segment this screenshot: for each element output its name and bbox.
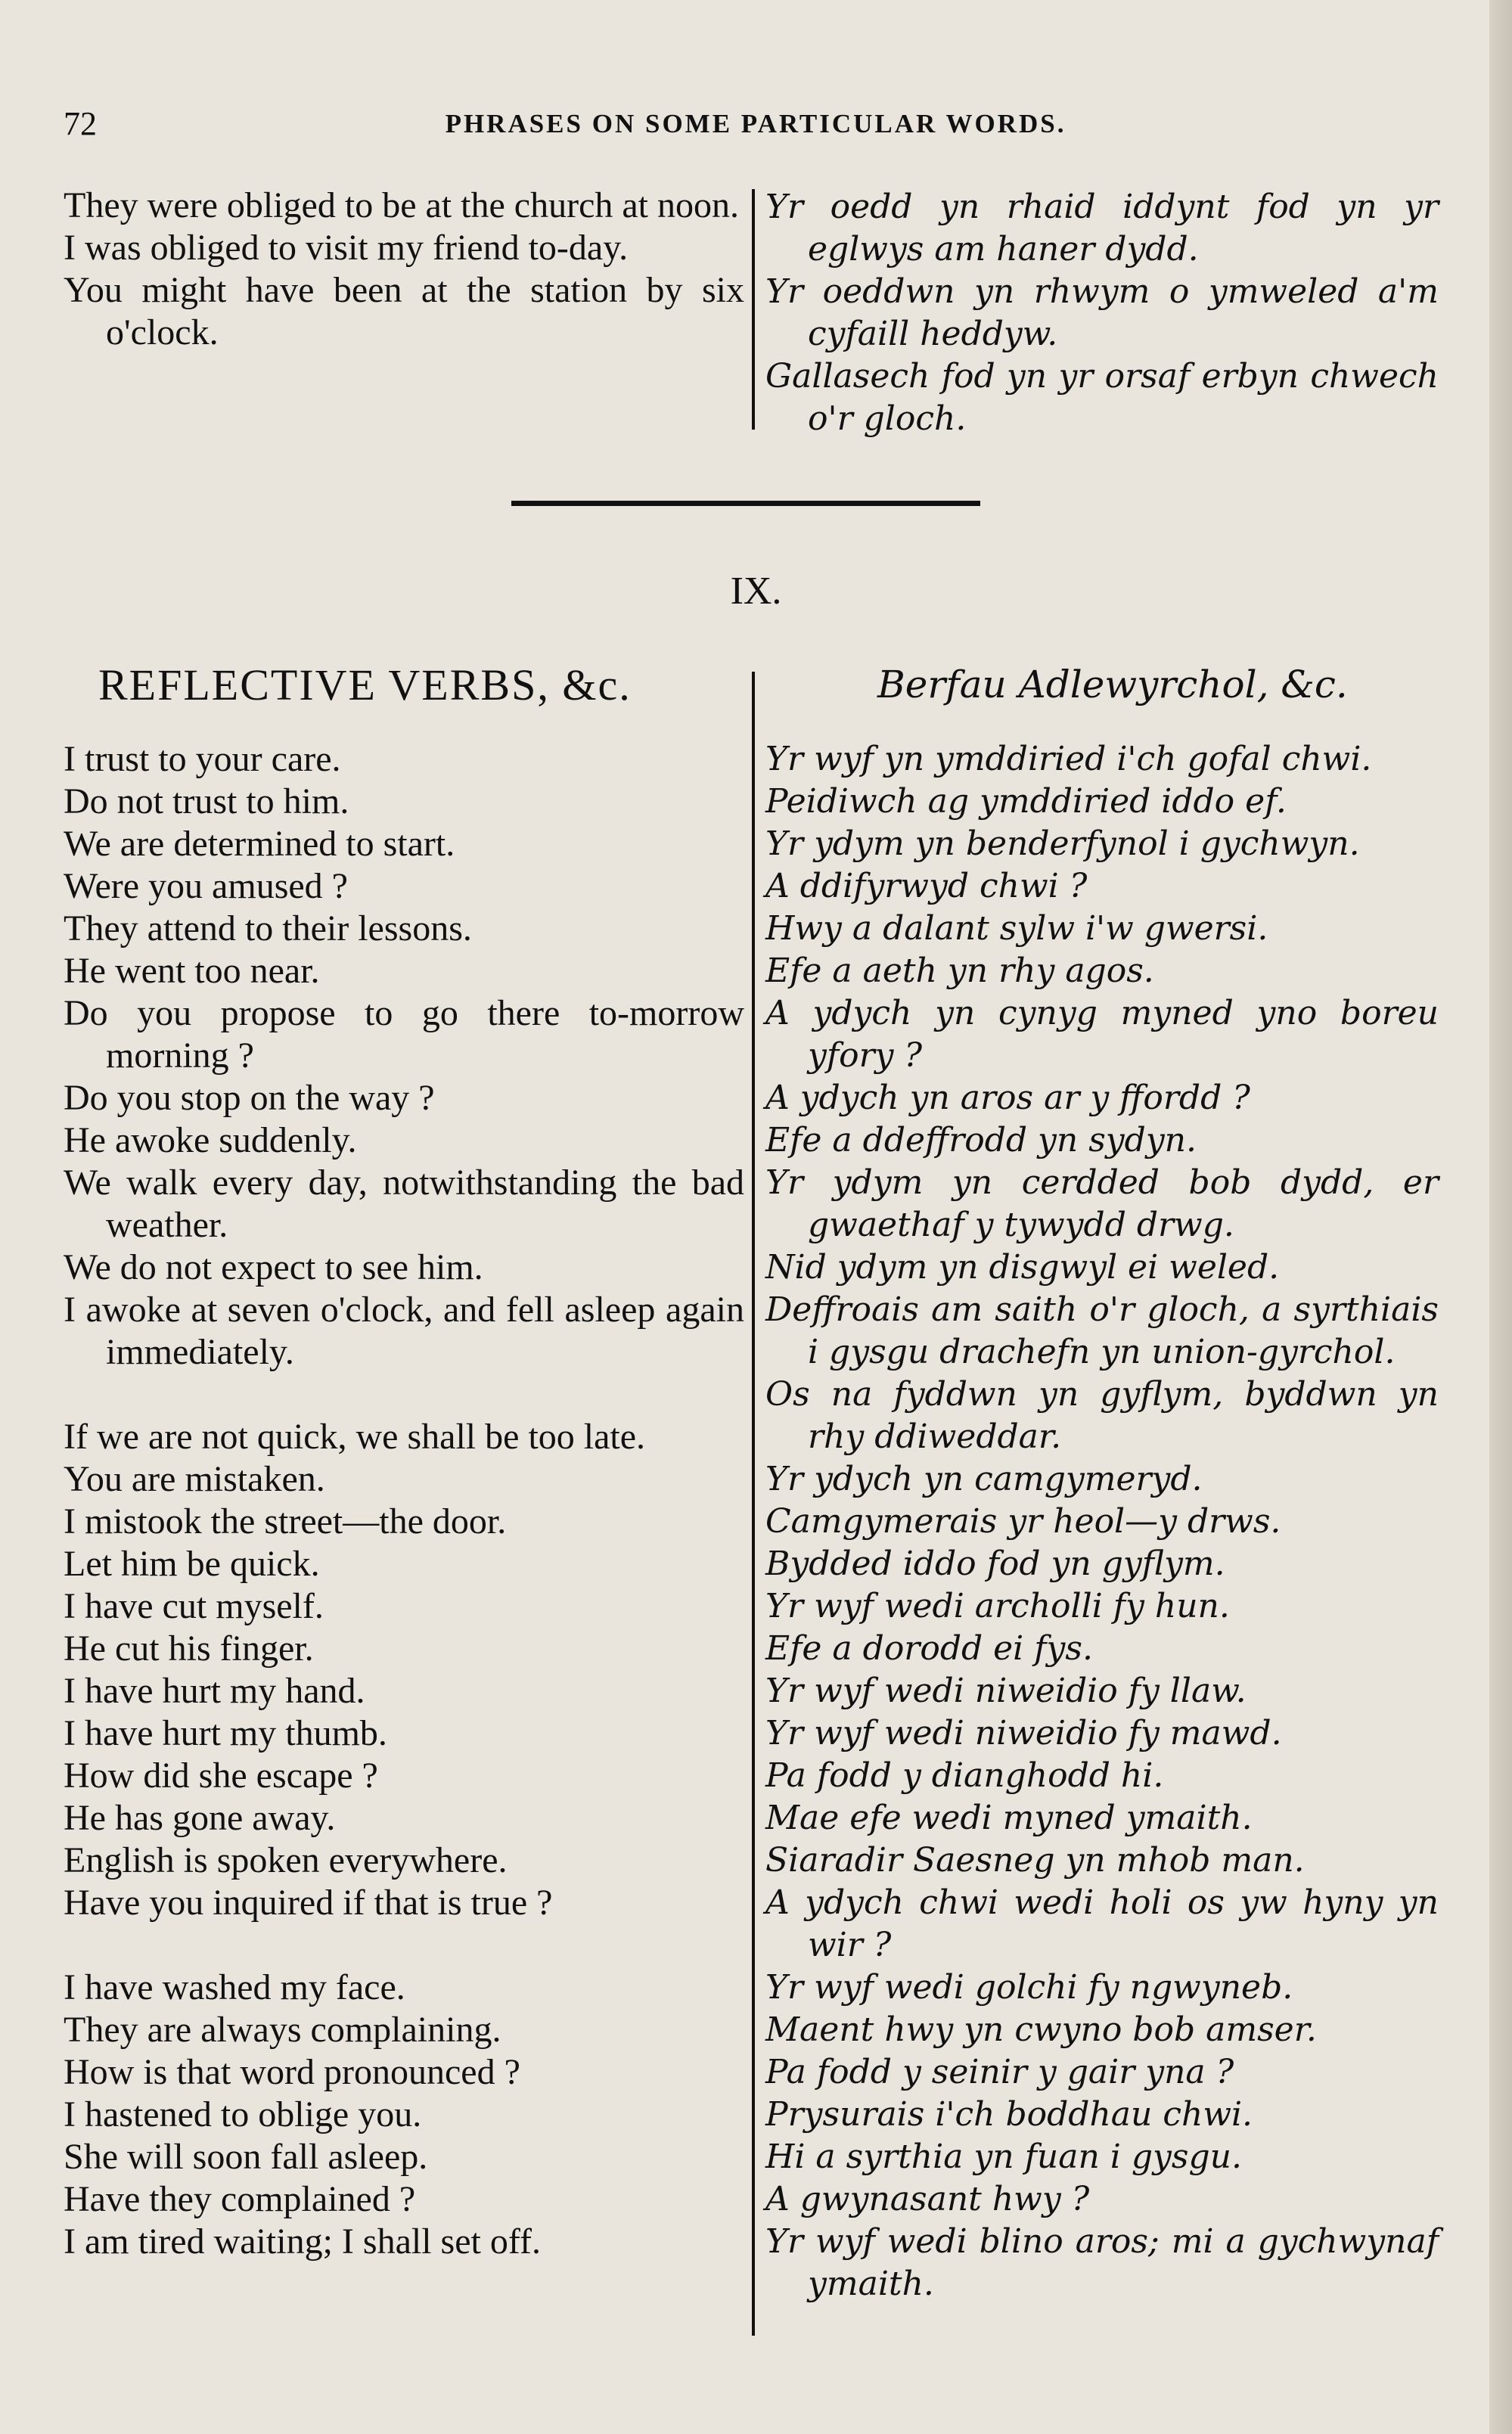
page-number: 72 bbox=[64, 105, 97, 142]
welsh-phrase: Maent hwy yn cwyno bob amser. bbox=[765, 2010, 1317, 2049]
welsh-phrase: Bydded iddo fod yn gyflym. bbox=[765, 1545, 1225, 1583]
welsh-phrase: A ydych chwi wedi holi os yw hyny yn wir ? bbox=[765, 1883, 1439, 1964]
english-phrase: I am tired waiting; I shall set off. bbox=[64, 2221, 541, 2262]
english-phrase: I have hurt my hand. bbox=[64, 1671, 365, 1711]
welsh-phrase: Siaradir Saesneg yn mhob man. bbox=[765, 1841, 1305, 1880]
english-phrase: I was obliged to visit my friend to-day. bbox=[64, 228, 629, 268]
section-number: IX. bbox=[730, 570, 782, 613]
english-phrase: They were obliged to be at the church at noon. bbox=[64, 185, 740, 225]
section-heading-english: REFLECTIVE VERBS, &c. bbox=[98, 660, 632, 709]
english-phrase: He went too near. bbox=[64, 951, 320, 991]
welsh-phrase: Yr oedd yn rhaid iddynt fod yn yr eglwys am haner dydd. bbox=[765, 188, 1439, 269]
column-divider bbox=[752, 672, 755, 2336]
running-title: PHRASES ON SOME PARTICULAR WORDS. bbox=[445, 109, 1066, 138]
welsh-phrase: Efe a dorodd ei fys. bbox=[765, 1629, 1093, 1668]
top-english-column bbox=[64, 185, 744, 354]
english-phrase: He awoke suddenly. bbox=[64, 1120, 357, 1160]
english-phrase: Do not trust to him. bbox=[64, 781, 349, 821]
page-edge-shadow bbox=[1489, 0, 1512, 2434]
english-phrase: I have cut myself. bbox=[64, 1586, 324, 1626]
welsh-phrase: Nid ydym yn disgwyl ei weled. bbox=[765, 1248, 1280, 1287]
english-phrase: They attend to their lessons. bbox=[64, 908, 472, 948]
welsh-phrase: Os na fyddwn yn gyflym, byddwn yn rhy ddiweddar. bbox=[765, 1375, 1439, 1456]
english-phrase: You are mistaken. bbox=[64, 1459, 325, 1499]
section-heading-welsh: Berfau Adlewyrchol, &c. bbox=[877, 663, 1348, 706]
english-phrase: I have washed my face. bbox=[64, 1967, 405, 2007]
welsh-phrase: Yr ydym yn benderfynol i gychwyn. bbox=[765, 824, 1360, 863]
english-phrase: He cut his finger. bbox=[64, 1628, 314, 1669]
english-phrase: English is spoken everywhere. bbox=[64, 1840, 508, 1880]
welsh-phrase: A ydych yn cynyg myned yno boreu yfory ? bbox=[765, 994, 1439, 1075]
welsh-phrase: Efe a ddeffrodd yn sydyn. bbox=[765, 1121, 1197, 1160]
welsh-phrase: Yr ydych yn camgymeryd. bbox=[765, 1460, 1203, 1498]
column-divider bbox=[752, 189, 755, 430]
english-phrase: We do not expect to see him. bbox=[64, 1247, 483, 1287]
welsh-phrase: Yr wyf wedi blino aros; mi a gychwynaf ymaith. bbox=[765, 2222, 1439, 2303]
english-phrase: Were you amused ? bbox=[64, 866, 348, 906]
welsh-phrase: Yr wyf wedi niweidio fy llaw. bbox=[765, 1672, 1247, 1710]
welsh-phrase: A ydych yn aros ar y ffordd ? bbox=[765, 1079, 1250, 1117]
welsh-phrase: Prysurais i'ch boddhau chwi. bbox=[765, 2095, 1253, 2134]
english-column bbox=[64, 738, 744, 2263]
welsh-phrase: Hwy a dalant sylw i'w gwersi. bbox=[765, 909, 1268, 948]
english-phrase: If we are not quick, we shall be too late. bbox=[64, 1417, 646, 1457]
welsh-phrase: Mae efe wedi myned ymaith. bbox=[765, 1799, 1253, 1837]
welsh-phrase: Camgymerais yr heol—y drws. bbox=[765, 1502, 1281, 1541]
english-phrase: Let him be quick. bbox=[64, 1544, 320, 1584]
english-phrase: How is that word pronounced ? bbox=[64, 2052, 520, 2092]
english-phrase: You might have been at the station by six o'clock. bbox=[64, 270, 744, 352]
english-phrase: He has gone away. bbox=[64, 1798, 336, 1838]
welsh-phrase: Gallasech fod yn yr orsaf erbyn chwech o'r gloch. bbox=[765, 357, 1439, 438]
top-welsh-column bbox=[765, 186, 1439, 440]
welsh-phrase: Pa fodd y dianghodd hi. bbox=[765, 1756, 1164, 1795]
english-phrase: I awoke at seven o'clock, and fell asleep again immediately. bbox=[64, 1290, 744, 1372]
section-rule bbox=[511, 501, 980, 506]
welsh-column bbox=[765, 738, 1439, 2305]
english-phrase: She will soon fall asleep. bbox=[64, 2137, 428, 2177]
english-phrase: Do you propose to go there to-morrow morning ? bbox=[64, 993, 744, 1076]
english-phrase: Have you inquired if that is true ? bbox=[64, 1883, 553, 1923]
welsh-phrase: Yr ydym yn cerdded bob dydd, er gwaethaf y tywydd drwg. bbox=[765, 1163, 1439, 1244]
english-phrase: Do you stop on the way ? bbox=[64, 1078, 435, 1118]
welsh-phrase: Peidiwch ag ymddiried iddo ef. bbox=[765, 782, 1287, 821]
english-phrase: They are always complaining. bbox=[64, 2010, 501, 2050]
welsh-phrase: Yr wyf wedi niweidio fy mawd. bbox=[765, 1714, 1282, 1753]
english-phrase: I have hurt my thumb. bbox=[64, 1713, 387, 1753]
english-phrase: We walk every day, notwithstanding the bad weather. bbox=[64, 1163, 744, 1245]
welsh-phrase: Efe a aeth yn rhy agos. bbox=[765, 952, 1154, 990]
welsh-phrase: Yr wyf yn ymddiried i'ch gofal chwi. bbox=[765, 740, 1372, 778]
welsh-phrase: Yr oeddwn yn rhwym o ymweled a'm cyfaill heddyw. bbox=[765, 272, 1439, 353]
page-header bbox=[64, 104, 1448, 150]
english-phrase: I mistook the street—the door. bbox=[64, 1501, 507, 1541]
english-phrase: We are determined to start. bbox=[64, 824, 455, 864]
welsh-phrase: A ddifyrwyd chwi ? bbox=[765, 867, 1088, 905]
english-phrase: I trust to your care. bbox=[64, 739, 341, 779]
welsh-phrase: Yr wyf wedi archolli fy hun. bbox=[765, 1587, 1230, 1625]
welsh-phrase: Pa fodd y seinir y gair yna ? bbox=[765, 2053, 1234, 2091]
english-phrase: How did she escape ? bbox=[64, 1756, 378, 1796]
welsh-phrase: A gwynasant hwy ? bbox=[765, 2180, 1090, 2218]
english-phrase: I hastened to oblige you. bbox=[64, 2094, 422, 2134]
welsh-phrase: Deffroais am saith o'r gloch, a syrthiais i gysgu drachefn yn union-gyrchol. bbox=[765, 1290, 1439, 1371]
welsh-phrase: Hi a syrthia yn fuan i gysgu. bbox=[765, 2138, 1242, 2176]
english-phrase: Have they complained ? bbox=[64, 2179, 416, 2219]
welsh-phrase: Yr wyf wedi golchi fy ngwyneb. bbox=[765, 1968, 1293, 2007]
